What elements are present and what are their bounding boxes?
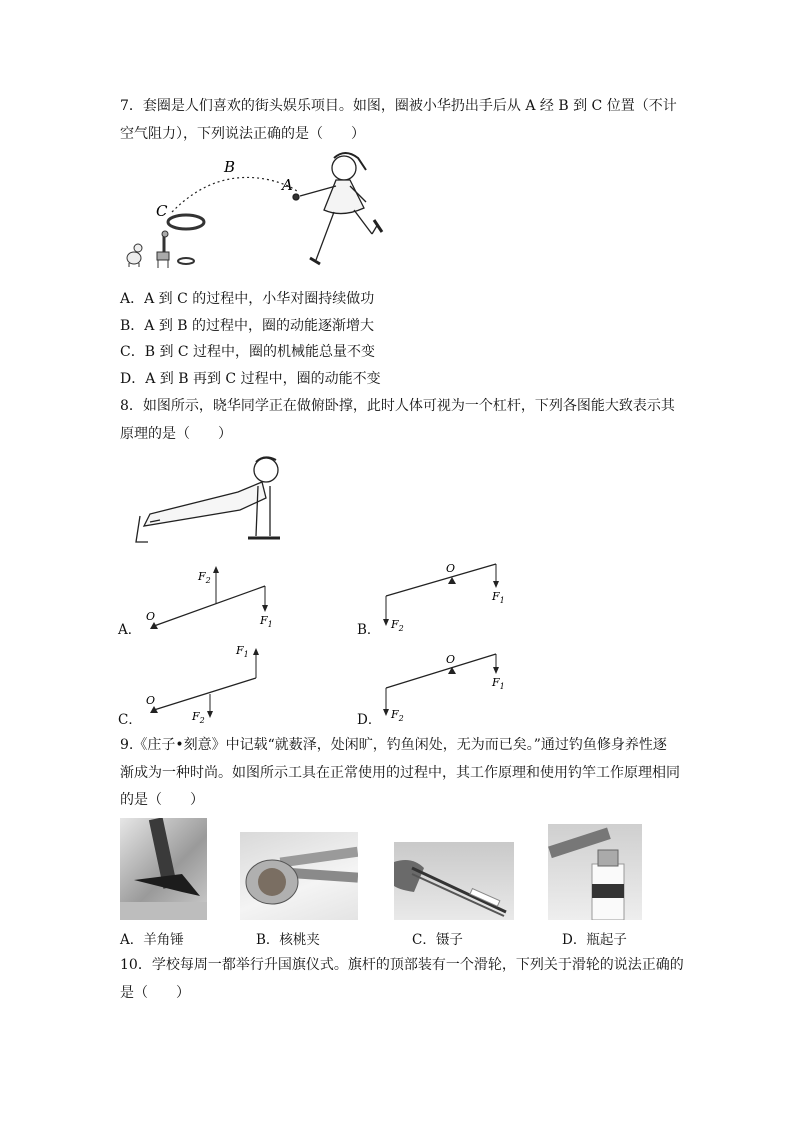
q9-option-b: B．核桃夹 [256,932,320,948]
q8-d-f1: F [492,676,500,689]
q9-option-a: A．羊角锤 [120,932,184,948]
q7-option-b: B．A 到 B 的过程中，圈的动能逐渐增大 [120,318,375,334]
q7-label-b: B [224,158,236,176]
toy-giraffe-icon [157,231,169,268]
q7-label-c: C [156,202,168,220]
claw-hammer-photo [120,818,207,920]
q8-b-f2: F [391,618,399,631]
toy-dog-icon [127,244,142,267]
svg-text:F1 [491,676,505,691]
q8-d-f1-sub: 1 [499,682,505,691]
q8-option-b-label: B． [357,622,381,638]
q8-stem-line1: 8．如图所示，晓华同学正在做俯卧撑，此时人体可视为一个杠杆，下列各图能大致表示其 [120,398,675,414]
q9-stem-line2: 渐成为一种时尚。如图所示工具在正常使用的过程中，其工作原理和使用钓竿工作原理相同 [120,765,680,781]
q8-a-pivot: O [146,610,156,623]
q7-ring-toss-figure [120,150,400,278]
q8-b-f1: F [492,590,500,603]
svg-text:F1 [235,644,249,659]
q8-a-f1-sub: 1 [267,620,273,629]
q8-option-d-label: D． [357,712,382,728]
bottle-opener-photo [548,824,642,920]
q7-label-a: A [282,176,293,194]
q8-lever-c [140,640,290,724]
q8-c-f2-sub: 2 [199,716,205,724]
q9-option-d: D．瓶起子 [562,932,627,948]
svg-text:F1 [259,614,273,629]
q8-option-c-label: C． [118,712,142,728]
q8-c-pivot: O [146,694,156,707]
tweezers-photo [394,842,514,920]
q9-stem-line3: 的是（ ） [120,792,204,808]
q8-d-f2: F [391,708,399,721]
q8-b-f2-sub: 2 [398,624,404,633]
q8-lever-d [376,650,526,726]
q8-pushup-figure [130,452,300,552]
q8-lever-a [140,560,290,632]
q8-a-f2: F [198,570,206,583]
svg-text:F2 [191,710,205,724]
q7-option-a: A．A 到 C 的过程中，小华对圈持续做功 [120,291,375,307]
q8-d-f2-sub: 2 [398,714,404,723]
q8-option-a-label: A． [118,622,142,638]
q8-lever-b [376,558,526,634]
svg-text:F2 [197,570,211,585]
q8-c-f1: F [236,644,244,657]
q8-c-f2: F [192,710,200,723]
q8-d-pivot: O [446,653,456,666]
q7-stem-line1: 7．套圈是人们喜欢的街头娱乐项目。如图，圈被小华扔出手后从 A 经 B 到 C 位置（不计 [120,98,677,114]
q8-c-f1-sub: 1 [243,650,249,659]
q8-stem-line2: 原理的是（ ） [120,426,232,442]
q9-stem-line1: 9.《庄子•刻意》中记载“就薮泽，处闲旷，钓鱼闲处，无为而已矣。”通过钓鱼修身养性逐 [120,737,667,753]
q7-option-c: C．B 到 C 过程中，圈的机械能总量不变 [120,344,376,360]
q8-b-f1-sub: 1 [499,596,505,605]
q7-option-d: D．A 到 B 再到 C 过程中，圈的动能不变 [120,371,381,387]
svg-text:F2 [390,708,404,723]
svg-text:F2 [390,618,404,633]
girl-throwing-icon [293,153,382,264]
q8-b-pivot: O [446,562,456,575]
q8-a-f2-sub: 2 [205,576,211,585]
q8-a-f1: F [260,614,268,627]
q10-stem-line2: 是（ ） [120,985,190,1001]
walnut-cracker-photo [240,832,358,920]
q10-stem-line1: 10．学校每周一都举行升国旗仪式。旗杆的顶部装有一个滑轮，下列关于滑轮的说法正确的 [120,957,684,973]
q7-stem-line2: 空气阻力），下列说法正确的是（ ） [120,126,365,142]
svg-text:F1 [491,590,505,605]
q9-option-c: C．镊子 [412,932,463,948]
